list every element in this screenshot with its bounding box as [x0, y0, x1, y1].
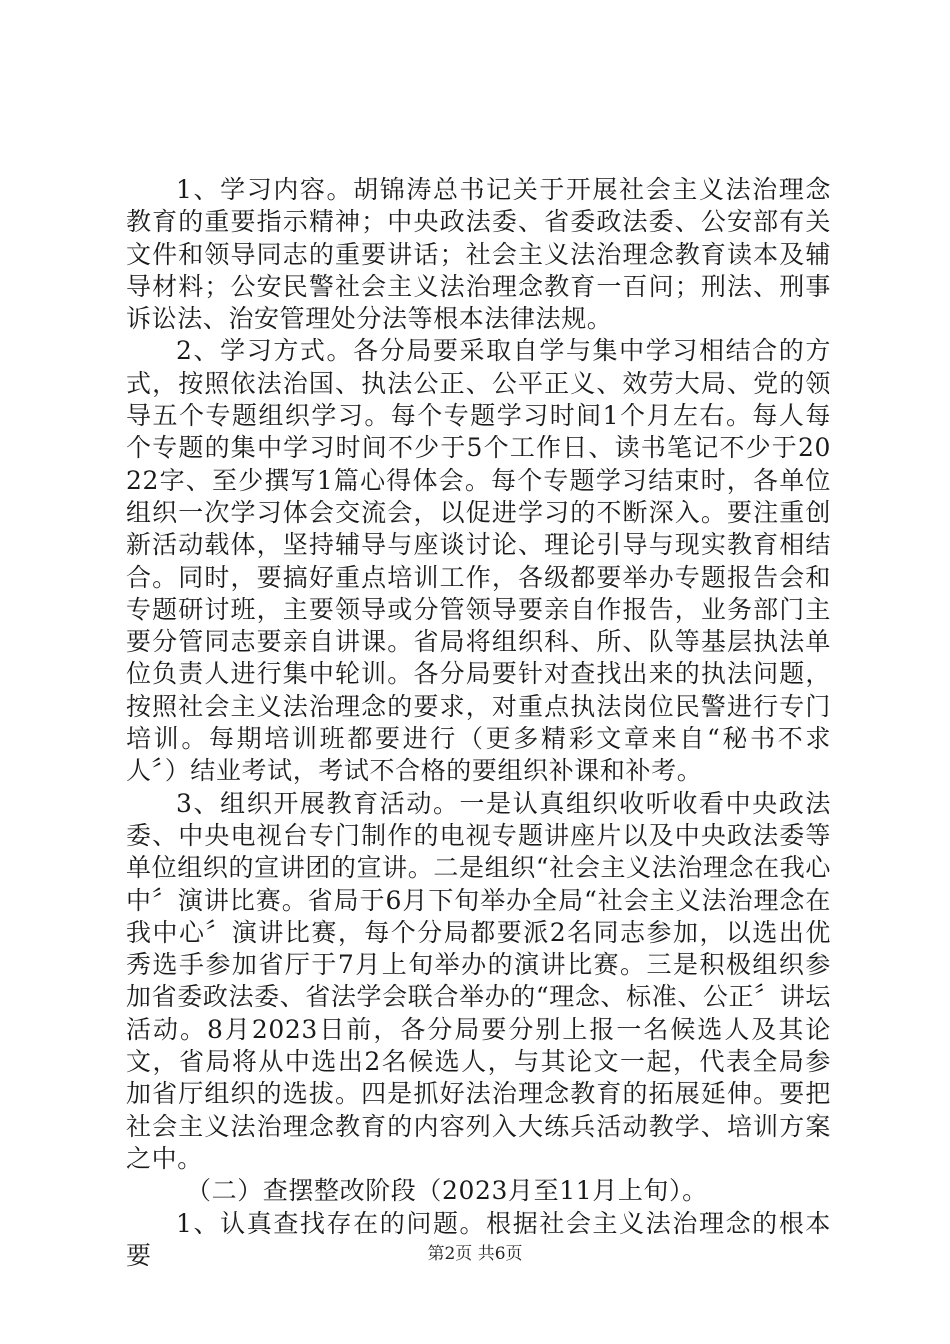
- paragraph-find-problems: 1、认真查找存在的问题。根据社会主义法治理念的根本要: [126, 1208, 831, 1270]
- document-body: [126, 174, 831, 1272]
- paragraph-education-activities: 3、组织开展教育活动。一是认真组织收听收看中央政法委、中央电视台专门制作的电视专题讲座片以及中央政法委等单位组织的宣讲团的宣讲。二是组织“社会主义法治理念在我心中〞演讲比赛。省局于6月下旬举办全局“社会主义法治理念在我中心〞演讲比赛，每个分局都要派2名同志参加，以选出优秀选手参加省厅于7月上旬举办的演讲比赛。三是积极组织参加省委政法委、省法学会联合举办的“理念、标准、公正〞讲坛活动。8月2023日前，各分局要分别上报一名候选人及其论文，省局将从中选出2名候选人，与其论文一起，代表全局参加省厅组织的选拔。四是抓好法治理念教育的拓展延伸。要把社会主义法治理念教育的内容列入大练兵活动教学、培训方案之中。: [126, 788, 831, 1173]
- paragraph-study-method: 2、学习方式。各分局要采取自学与集中学习相结合的方式，按照依法治国、执法公正、公平正义、效劳大局、党的领导五个专题组织学习。每个专题学习时间1个月左右。每人每个专题的集中学习时间不少于5个工作日、读书笔记不少于2022字、至少撰写1篇心得体会。每个专题学习结束时，各单位组织一次学习体会交流会，以促进学习的不断深入。要注重创新活动载体，坚持辅导与座谈讨论、理论引导与现实教育相结合。同时，要搞好重点培训工作，各级都要举办专题报告会和专题研讨班，主要领导或分管领导要亲自作报告，业务部门主要分管同志要亲自讲课。省局将组织科、所、队等基层执法单位负责人进行集中轮训。各分局要针对查找出来的执法问题，按照社会主义法治理念的要求，对重点执法岗位民警进行专门培训。每期培训班都要进行（更多精彩文章来自“秘书不求人〞）结业考试，考试不合格的要组织补课和补考。: [126, 336, 831, 786]
- section-heading-rectification-stage: （二）查摆整改阶段（2023月至11月上旬）。: [186, 1176, 708, 1206]
- page-footer: 第2页 共6页: [427, 1244, 523, 1264]
- paragraph-study-content: 1、学习内容。胡锦涛总书记关于开展社会主义法治理念教育的重要指示精神；中央政法委、省委政法委、公安部有关文件和领导同志的重要讲话；社会主义法治理念教育读本及辅导材料；公安民警社会主义法治理念教育一百问；刑法、刑事诉讼法、治安管理处分法等根本法律法规。: [126, 175, 831, 334]
